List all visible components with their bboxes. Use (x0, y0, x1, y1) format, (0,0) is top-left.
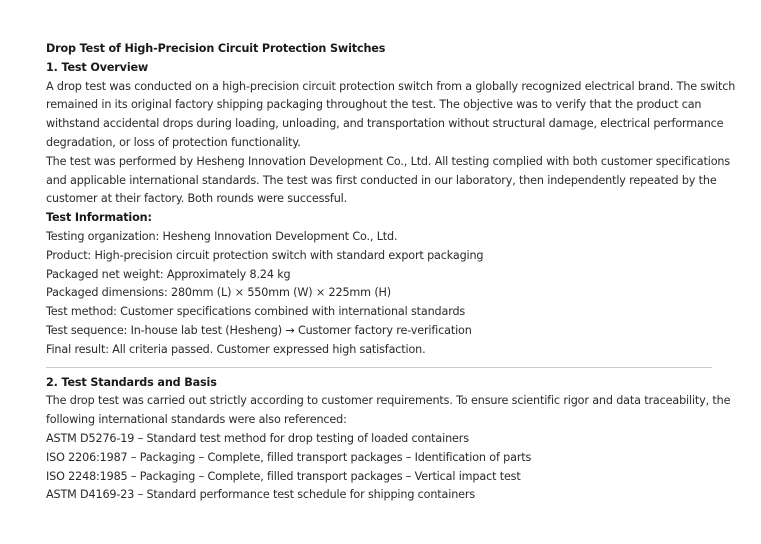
section-1-heading: 1. Test Overview (46, 60, 149, 74)
section-divider (46, 367, 712, 368)
test-information-list (46, 228, 716, 360)
info-item-dimensions: Packaged dimensions: 280mm (L) × 550mm (W) × 225mm (H) (46, 286, 392, 300)
overview-paragraph-2 (46, 153, 731, 209)
paragraph-line: withstand accidental drops during loading, unloading, and transportation without structural damage, electrical performance (46, 117, 724, 131)
paragraph-line: degradation, or loss of protection functionality. (46, 135, 301, 149)
paragraph-line: remained in its original factory shipping packaging throughout the test. The objective was to verify that the product can (46, 98, 702, 112)
section-2-heading: 2. Test Standards and Basis (46, 375, 217, 389)
document-page (46, 40, 736, 505)
paragraph-line: The drop test was carried out strictly according to customer requirements. To ensure scientific rigor and data traceability, the (46, 394, 731, 408)
standard-item: ISO 2248:1985 – Packaging – Complete, filled transport packages – Vertical impact test (46, 469, 521, 483)
paragraph-line: and applicable international standards. The test was first conducted in our laboratory, then independently repeated by the (46, 173, 717, 187)
standards-paragraph (46, 392, 731, 430)
info-item-test-method: Test method: Customer specifications combined with international standards (46, 305, 466, 319)
standard-item: ASTM D4169-23 – Standard performance test schedule for shipping containers (46, 488, 476, 502)
paragraph-line: customer at their factory. Both rounds were successful. (46, 192, 348, 206)
info-item-final-result: Final result: All criteria passed. Customer expressed high satisfaction. (46, 342, 426, 356)
paragraph-line: The test was performed by Hesheng Innovation Development Co., Ltd. All testing complied with both customer specifications (46, 154, 731, 168)
info-item-testing-organization: Testing organization: Hesheng Innovation Development Co., Ltd. (46, 229, 398, 243)
standard-item: ISO 2206:1987 – Packaging – Complete, filled transport packages – Identification of parts (46, 450, 532, 464)
overview-paragraph-1 (46, 78, 736, 153)
paragraph-line: A drop test was conducted on a high-precision circuit protection switch from a globally recognized electrical brand. The switch (46, 79, 736, 93)
standard-item: ASTM D5276-19 – Standard test method for drop testing of loaded containers (46, 431, 469, 445)
test-information-heading: Test Information: (46, 211, 152, 225)
paragraph-line: following international standards were also referenced: (46, 413, 347, 427)
info-item-product: Product: High-precision circuit protection switch with standard export packaging (46, 248, 484, 262)
document-title: Drop Test of High-Precision Circuit Protection Switches (46, 42, 386, 55)
info-item-net-weight: Packaged net weight: Approximately 8.24 kg (46, 267, 291, 281)
info-item-test-sequence: Test sequence: In-house lab test (Hesheng) → Customer factory re-verification (46, 323, 472, 337)
standards-list (46, 430, 716, 505)
